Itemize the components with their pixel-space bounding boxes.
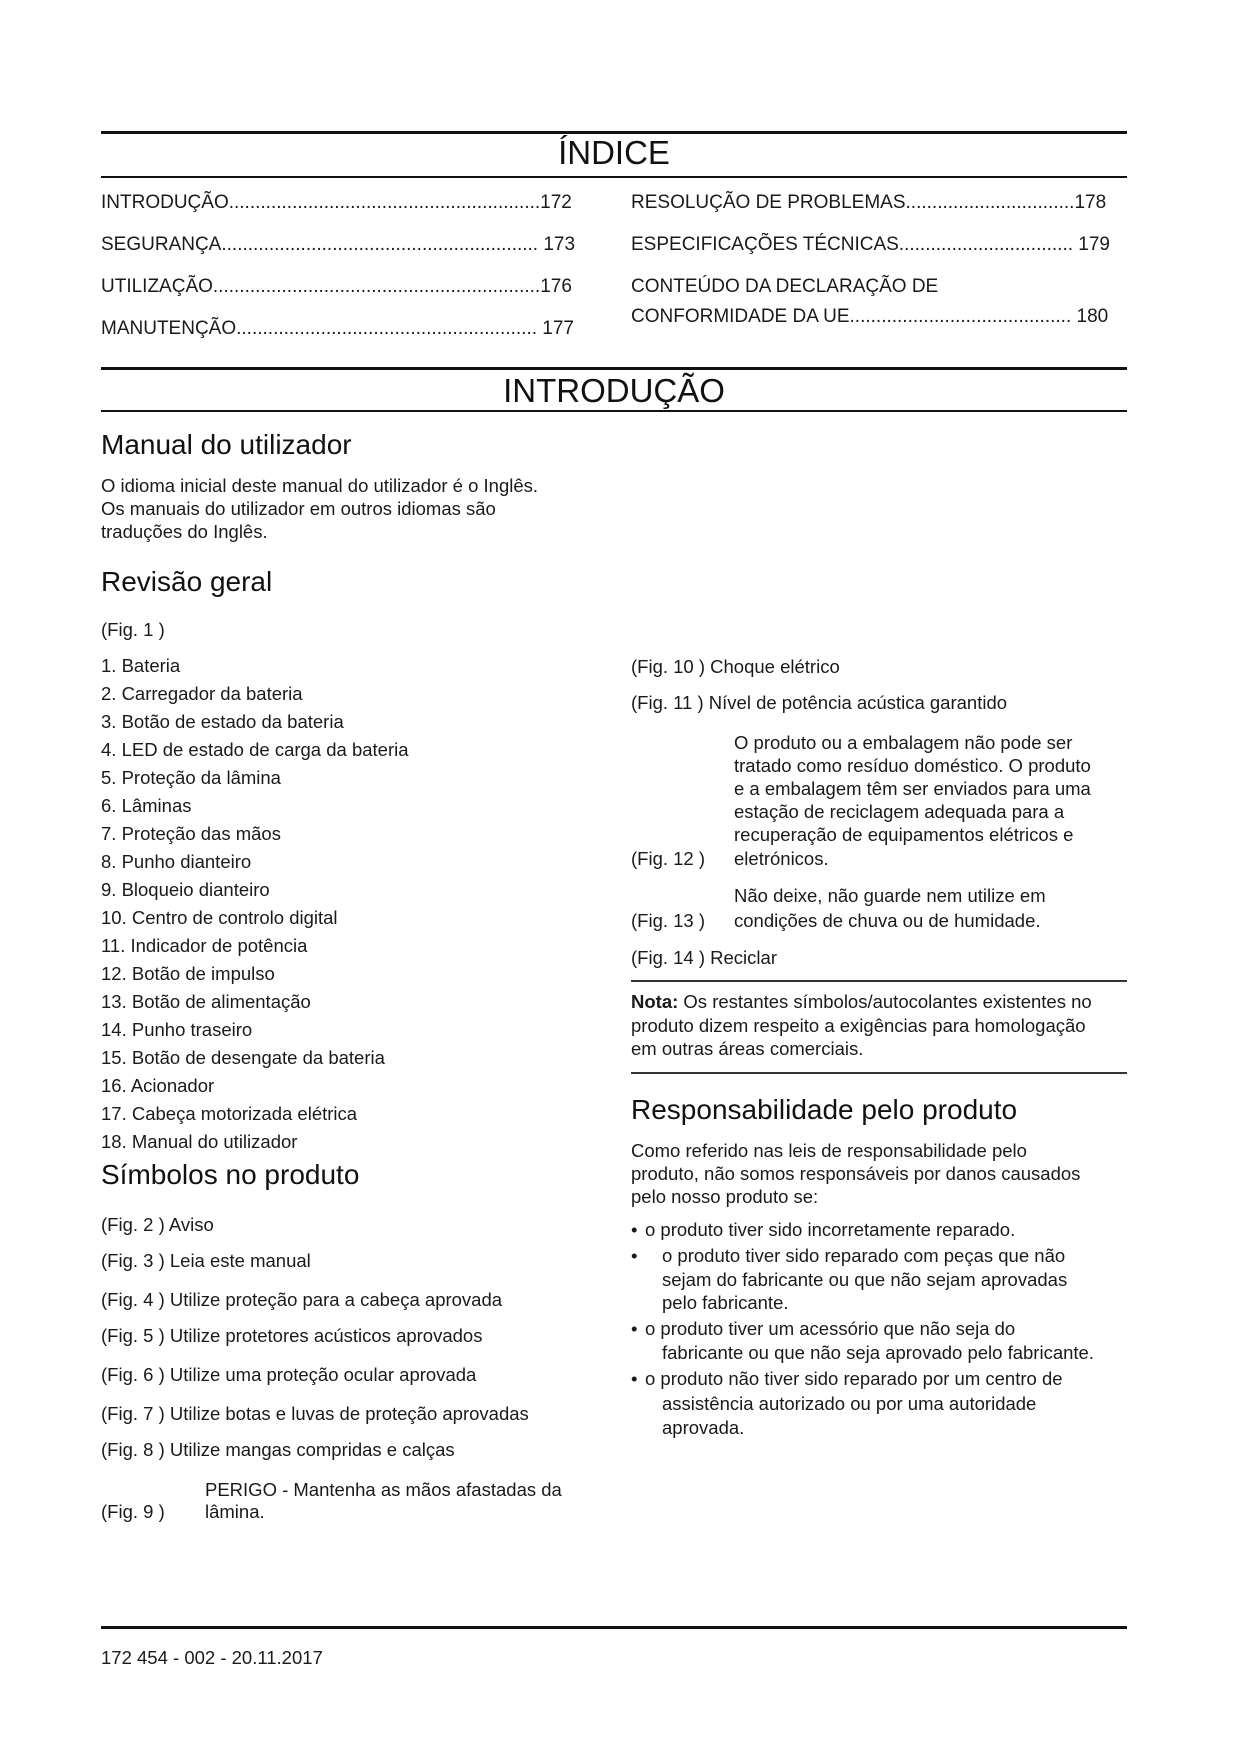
list-item: 2. Carregador da bateria — [101, 683, 303, 704]
list-item: 11. Indicador de potência — [101, 935, 308, 956]
toc-entry-manutencao[interactable]: MANUTENÇÃO......................................................... 177 — [101, 318, 574, 339]
symbol-fig-10: (Fig. 10 ) Choque elétrico — [631, 656, 840, 677]
toc-title: ÍNDICE — [558, 134, 670, 171]
toc-entry-especificacoes[interactable]: ESPECIFICAÇÕES TÉCNICAS................................. 179 — [631, 234, 1110, 255]
symbol-fig-6: (Fig. 6 ) Utilize uma proteção ocular aprovada — [101, 1364, 477, 1385]
manual-line-1: O idioma inicial deste manual do utilizador é o Inglês. — [101, 475, 539, 496]
bullet-mark: • — [631, 1245, 638, 1266]
list-item: 4. LED de estado de carga da bateria — [101, 739, 409, 760]
bullet-2-line-1: o produto tiver sido reparado com peças que não — [662, 1245, 1066, 1266]
symbol-fig-12-line-2: tratado como resíduo doméstico. O produto — [734, 755, 1091, 776]
toc-entry-utilizacao[interactable]: UTILIZAÇÃO..............................................................176 — [101, 276, 572, 297]
list-item: 16. Acionador — [101, 1075, 215, 1096]
note-line-1 — [631, 990, 1092, 1014]
manual-heading: Manual do utilizador — [101, 429, 352, 460]
symbol-fig-12-label: (Fig. 12 ) — [631, 848, 706, 869]
intro-bottom-rule — [101, 410, 1127, 412]
symbol-fig-12-line-6: eletrónicos. — [734, 848, 829, 869]
list-item: 15. Botão de desengate da bateria — [101, 1047, 385, 1068]
list-item: 14. Punho traseiro — [101, 1019, 253, 1040]
symbol-fig-13-label: (Fig. 13 ) — [631, 910, 706, 931]
bullet-3-line-2: fabricante ou que não seja aprovado pelo fabricante. — [662, 1342, 1094, 1363]
overview-fig-ref: (Fig. 1 ) — [101, 619, 165, 640]
list-item: 5. Proteção da lâmina — [101, 767, 281, 788]
symbol-fig-2: (Fig. 2 ) Aviso — [101, 1214, 214, 1235]
toc-entry-introducao[interactable]: INTRODUÇÃO...........................................................172 — [101, 192, 572, 213]
symbol-fig-12-line-4: estação de reciclagem adequada para a — [734, 801, 1065, 822]
symbol-fig-9-line-2: lâmina. — [205, 1501, 265, 1522]
component-list — [101, 652, 409, 1156]
list-item: 12. Botão de impulso — [101, 963, 275, 984]
list-item: 6. Lâminas — [101, 795, 192, 816]
symbol-fig-8: (Fig. 8 ) Utilize mangas compridas e calças — [101, 1439, 455, 1460]
symbol-fig-12-line-5: recuperação de equipamentos elétricos e — [734, 824, 1074, 845]
symbol-fig-4: (Fig. 4 ) Utilize proteção para a cabeça aprovada — [101, 1289, 503, 1310]
symbol-fig-5: (Fig. 5 ) Utilize protetores acústicos aprovados — [101, 1325, 483, 1346]
note-bottom-rule — [631, 1072, 1127, 1074]
note-line-3: em outras áreas comerciais. — [631, 1038, 864, 1059]
symbol-fig-12-line-1: O produto ou a embalagem não pode ser — [734, 732, 1073, 753]
bullet-mark: • — [631, 1219, 638, 1240]
list-item: 18. Manual do utilizador — [101, 1131, 298, 1152]
bullet-4-line-1: o produto não tiver sido reparado por um centro de — [645, 1368, 1063, 1389]
bullet-mark: • — [631, 1368, 638, 1389]
note-text: Os restantes símbolos/autocolantes existentes no — [678, 991, 1092, 1012]
manual-line-3: traduções do Inglês. — [101, 521, 268, 542]
symbol-fig-14: (Fig. 14 ) Reciclar — [631, 947, 777, 968]
list-item: 7. Proteção das mãos — [101, 823, 281, 844]
footer-doc-number: 172 454 - 002 - 20.11.2017 — [101, 1647, 323, 1668]
liability-heading: Responsabilidade pelo produto — [631, 1094, 1018, 1125]
list-item: 3. Botão de estado da bateria — [101, 711, 344, 732]
list-item: 17. Cabeça motorizada elétrica — [101, 1103, 358, 1124]
bullet-2-line-3: pelo fabricante. — [662, 1292, 789, 1313]
list-item: 10. Centro de controlo digital — [101, 907, 338, 928]
bullet-4-line-2: assistência autorizado ou por uma autoridade — [662, 1393, 1037, 1414]
toc-entry-declaracao[interactable]: CONTEÚDO DA DECLARAÇÃO DE — [631, 276, 939, 297]
toc-entry-resolucao[interactable]: RESOLUÇÃO DE PROBLEMAS................................178 — [631, 192, 1107, 213]
overview-heading: Revisão geral — [101, 566, 273, 597]
list-item: 8. Punho dianteiro — [101, 851, 252, 872]
intro-title: INTRODUÇÃO — [503, 372, 725, 409]
symbols-heading: Símbolos no produto — [101, 1159, 360, 1190]
symbol-fig-9-label: (Fig. 9 ) — [101, 1501, 165, 1522]
symbol-fig-3: (Fig. 3 ) Leia este manual — [101, 1250, 311, 1271]
bullet-1-line-1: o produto tiver sido incorretamente reparado. — [645, 1219, 1016, 1240]
bullet-mark: • — [631, 1318, 638, 1339]
symbol-fig-11: (Fig. 11 ) Nível de potência acústica garantido — [631, 692, 1008, 713]
list-item: 1. Bateria — [101, 655, 181, 676]
bullet-3-line-1: o produto tiver um acessório que não seja do — [645, 1318, 1016, 1339]
liability-line-2: produto, não somos responsáveis por danos causados — [631, 1163, 1081, 1184]
toc-bottom-rule — [101, 176, 1127, 178]
symbol-fig-9-line-1: PERIGO - Mantenha as mãos afastadas da — [205, 1479, 562, 1500]
toc-entry-seguranca[interactable]: SEGURANÇA............................................................ 173 — [101, 234, 576, 255]
bullet-2-line-2: sejam do fabricante ou que não sejam aprovadas — [662, 1269, 1068, 1290]
footer-rule — [101, 1626, 1127, 1629]
list-item: 13. Botão de alimentação — [101, 991, 311, 1012]
note-label: Nota: — [631, 991, 679, 1012]
note-line-2: produto dizem respeito a exigências para homologação — [631, 1015, 1086, 1036]
symbol-fig-13-line-2: condições de chuva ou de humidade. — [734, 910, 1041, 931]
note-top-rule — [631, 980, 1127, 982]
liability-line-1: Como referido nas leis de responsabilidade pelo — [631, 1140, 1027, 1161]
list-item: 9. Bloqueio dianteiro — [101, 879, 270, 900]
symbol-fig-7: (Fig. 7 ) Utilize botas e luvas de proteção aprovadas — [101, 1403, 529, 1424]
bullet-4-line-3: aprovada. — [662, 1417, 745, 1438]
manual-line-2: Os manuais do utilizador em outros idiomas são — [101, 498, 496, 519]
liability-line-3: pelo nosso produto se: — [631, 1186, 819, 1207]
intro-top-rule — [101, 367, 1127, 370]
symbol-fig-13-line-1: Não deixe, não guarde nem utilize em — [734, 885, 1046, 906]
toc-entry-conformidade[interactable]: CONFORMIDADE DA UE.......................................... 180 — [631, 306, 1109, 327]
symbol-fig-12-line-3: e a embalagem têm ser enviados para uma — [734, 778, 1091, 799]
